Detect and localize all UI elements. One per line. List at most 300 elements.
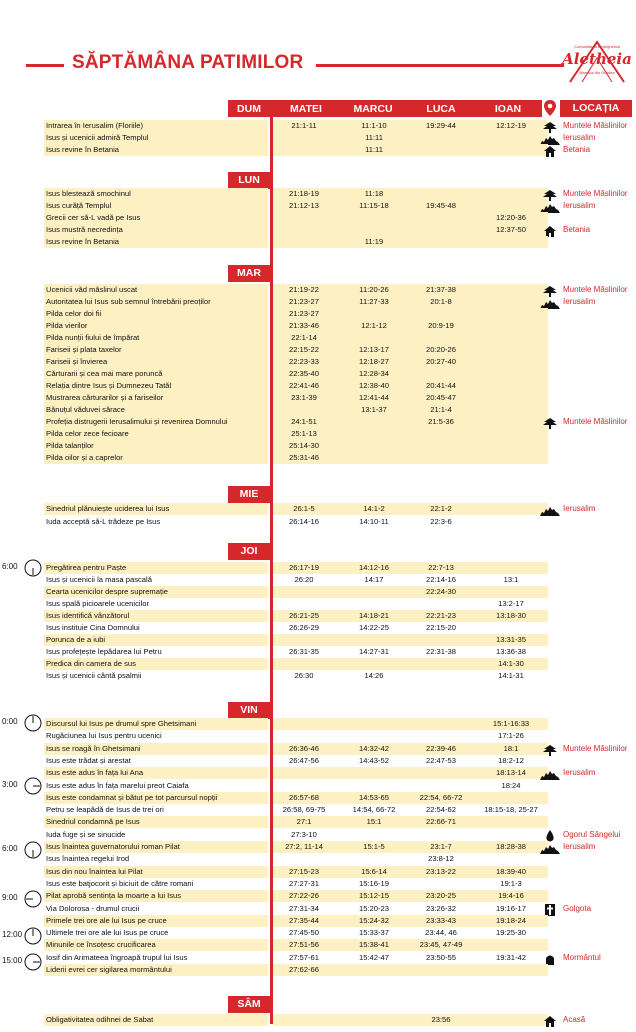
day-label-vin: VIN [228,702,270,719]
ref-matei: 27:35-44 [289,915,319,925]
ref-marcu: 15:6-14 [361,866,387,876]
event-row [44,915,636,927]
event-name: Isus este batjocorit și biciuit de către romani [46,878,194,888]
ref-ioan: 12:37-50 [496,225,526,234]
event-name: Isus și ucenicii la masa pascală [46,575,152,584]
ref-matei [270,586,338,598]
city-icon [540,503,560,515]
ref-luca [407,188,475,200]
event-name: Bănuțul văduvei sărace [44,404,268,416]
clock-icon [24,558,42,578]
ref-luca [407,634,475,646]
header-luca: LUCA [426,103,456,115]
event-row [44,416,636,428]
event-name: Relația dintre Isus și Dumnezeu Tatăl [44,380,268,392]
ref-matei: 27:31-34 [289,903,319,913]
logo-bottom-text: Biserica din Oradea [579,70,615,75]
ref-luca: 20:1-8 [430,297,452,306]
ref-matei: 25:31-46 [289,453,319,462]
ref-luca: 22:66-71 [426,817,456,827]
ref-matei: 26:21-25 [289,611,319,620]
ref-marcu: 15:12-15 [359,891,389,901]
ref-ioan: 19:1-3 [500,878,522,888]
ref-ioan: 18:2-12 [498,755,524,765]
ref-matei: 27:57-61 [289,952,319,962]
event-row [44,927,636,939]
event-name: Isus mustră necredința [44,224,268,236]
event-row [44,878,636,890]
time-marker [0,776,44,796]
event-row [44,767,636,779]
house-icon-svg [540,145,560,157]
ref-luca: 22:14-16 [426,575,456,584]
event-row [44,404,636,416]
ref-matei: 27:45-50 [289,928,319,938]
event-name: Pilda vierilor [44,320,268,332]
ref-marcu: 14:32-42 [359,743,389,753]
ref-marcu: 15:33-37 [359,928,389,938]
event-name: Pilda oilor și a caprelor [44,452,268,464]
ref-marcu: 14:17 [364,575,384,584]
ref-luca [407,368,475,380]
ref-ioan [474,332,548,344]
ref-luca [407,598,475,610]
ref-ioan [474,356,548,368]
event-row [44,132,636,144]
ref-marcu [340,730,408,742]
ref-matei: 22:23-33 [289,357,319,366]
ref-ioan [474,344,548,356]
ref-ioan: 15:1-16:33 [492,719,530,728]
location-label: Acasă [563,1015,586,1024]
tomb-icon [540,952,560,964]
ref-marcu: 11:18 [364,189,384,198]
location-label: Betania [563,145,591,154]
ref-matei: 21:23-27 [289,309,319,318]
ref-ioan: 17:1-26 [498,731,524,741]
event-row [44,188,636,200]
ref-marcu: 14:1-2 [363,504,385,513]
ref-ioan [474,284,548,296]
time-marker [0,558,44,578]
tomb-icon-svg [540,953,560,965]
event-name: Isus este adus în fața marelui preot Caiafa [46,780,189,790]
ref-ioan: 14:1-30 [498,659,524,668]
time-label: 9:00 [2,893,18,902]
event-name: Minunile ce însoțesc crucificarea [44,939,268,951]
event-row [44,792,636,804]
event-row [44,853,636,865]
clock-icon [24,840,42,860]
ref-ioan: 13:2-17 [498,599,524,608]
ref-luca [407,829,475,841]
ref-luca: 23:8-12 [428,854,454,864]
ref-marcu: 13:1-37 [361,405,387,414]
ref-ioan: 19:25-30 [496,928,526,938]
ref-marcu [340,634,408,646]
event-name: Porunca de a iubi [44,634,268,646]
ref-marcu: 11:27-33 [359,297,389,306]
ref-luca: 23:45, 47-49 [419,940,463,950]
ref-luca: 19:45-48 [426,201,456,210]
city-icon [540,767,560,779]
event-row [44,236,636,248]
event-name: Isus din nou înaintea lui Pilat [44,866,268,878]
event-name: Iuda fuge și se sinucide [46,829,126,839]
time-marker [0,840,44,860]
ref-matei [270,224,338,236]
event-row [44,816,636,828]
ref-matei [270,1014,338,1026]
day-label-lun: LUN [228,172,270,189]
ref-matei: 22:35-40 [289,369,319,378]
event-row [44,368,636,380]
header-matei: MATEI [290,103,322,115]
location-label: Golgota [563,903,592,913]
ref-matei [270,212,338,224]
event-name: Iosif din Arimateea îngroapă trupul lui Isus [46,952,188,962]
ref-marcu: 14:10-11 [359,517,389,526]
ref-matei [270,598,338,610]
ref-matei: 27:62-66 [289,965,319,974]
location-label: Betania [563,225,591,234]
ref-luca: 22:47-53 [426,755,456,765]
clock-icon [24,952,42,972]
ref-ioan: 13:31-35 [496,635,526,644]
ref-luca: 23:26-32 [426,903,456,913]
event-name: Discursul lui Isus pe drumul spre Ghetsimani [44,718,268,730]
city-icon-svg [540,504,560,516]
ref-marcu: 14:27-31 [359,647,389,656]
event-name: Isus profețește lepădarea lui Petru [46,647,162,656]
ref-matei: 26:47-56 [289,755,319,765]
location-label: Muntele Măslinilor [563,189,628,198]
ref-ioan [474,416,548,428]
event-name: Isus spală picioarele ucenicilor [46,599,149,608]
event-row [44,964,636,976]
ref-ioan [474,380,548,392]
event-name: Pilda celor doi fii [44,308,268,320]
event-name: Petru se leapădă de Isus de trei ori [46,805,164,815]
ref-matei: 23:1-39 [291,393,317,402]
ref-luca: 22:3-6 [430,517,452,526]
location-label: Muntele Măslinilor [563,121,628,130]
ref-marcu: 12:38-40 [359,381,389,390]
event-name: Isus curăță Templul [44,200,268,212]
event-name: Predica din camera de sus [44,658,268,670]
event-row [44,144,636,156]
event-row [44,586,636,598]
header-marcu: MARCU [353,103,393,115]
ref-luca: 22:39-46 [426,743,456,753]
ref-marcu [340,853,408,865]
ref-ioan: 18:13-14 [496,768,526,778]
ref-matei: 26:20 [294,575,314,584]
ref-luca: 23:50-55 [426,952,456,962]
ref-ioan [474,516,548,528]
ref-marcu [340,658,408,670]
ref-matei: 21:19-22 [289,285,319,294]
ref-luca: 23:44, 46 [425,928,457,938]
location-label: Ierusalim [563,201,596,210]
ref-luca: 20:45-47 [426,393,456,402]
ref-luca [407,144,475,156]
ref-matei: 27:22-26 [289,891,319,901]
event-row [44,841,636,853]
cross-icon [540,903,560,915]
time-marker [0,952,44,972]
clock-icon [24,889,42,909]
ref-ioan [474,132,548,144]
ref-matei: 27:3-10 [291,829,317,839]
house-icon-svg [540,1015,560,1027]
ref-matei [270,634,338,646]
ref-marcu: 12:1-12 [361,321,387,330]
page-title: SĂPTĂMÂNA PATIMILOR [72,52,304,73]
city-icon-svg [540,768,560,780]
ref-ioan: 19:31-42 [496,952,526,962]
ref-marcu [340,212,408,224]
ref-luca: 22:15-20 [426,623,456,632]
event-name: Profeția distrugerii Ierusalimului și revenirea Domnului [44,416,268,428]
ref-matei: 27:2, 11-14 [285,842,323,851]
event-row [44,200,636,212]
ref-luca [407,767,475,779]
ref-luca: 21:1-4 [430,405,452,414]
ref-matei: 26:17-19 [289,563,319,572]
ref-luca [407,780,475,792]
ref-luca: 22:21-23 [426,611,456,620]
ref-marcu: 11:19 [364,237,384,246]
event-name: Pilda talanților [44,440,268,452]
tree-icon-svg [540,744,560,756]
ref-luca [407,212,475,224]
ref-marcu: 15:24-32 [359,915,389,925]
day-label-sam: SÂM [228,996,270,1013]
location-label: Muntele Măslinilor [563,285,628,294]
ref-ioan: 19:18-24 [496,915,526,925]
event-name: Liderii evrei cer sigilarea mormântului [44,964,268,976]
ref-ioan: 18:24 [501,780,521,790]
ref-marcu: 11:15-18 [359,201,389,210]
ref-matei: 22:15-22 [289,345,319,354]
ref-luca [407,236,475,248]
house-icon [540,224,560,236]
ref-marcu: 11:11 [365,145,383,154]
event-row [44,598,636,610]
event-row [44,890,636,902]
event-row [44,730,636,742]
event-name: Isus și ucenicii cântă psalmii [46,671,142,680]
ref-ioan: 12:12-19 [496,121,526,130]
ref-ioan [474,586,548,598]
ref-matei: 22:41-46 [289,381,319,390]
ref-luca: 22:31-38 [426,647,456,656]
ref-marcu: 15:1-5 [363,842,385,851]
ref-marcu [340,964,408,976]
ref-luca: 22:54-62 [426,805,456,815]
ref-marcu [340,829,408,841]
ref-marcu: 11:11 [365,133,383,142]
ref-matei [270,144,338,156]
ref-matei: 25:1-13 [291,429,317,438]
ref-ioan [474,296,548,308]
event-row [44,952,636,964]
ref-matei: 26:26-29 [289,623,319,632]
ref-luca [407,440,475,452]
ref-luca: 20:20-26 [426,345,456,354]
ref-marcu: 12:41-44 [359,393,389,402]
event-name: Ucenicii văd măslinul uscat [44,284,268,296]
tree-icon [540,284,560,296]
ref-luca: 22:24-30 [426,587,456,596]
drop-icon [540,829,560,841]
house-icon [540,144,560,156]
ref-matei: 26:30 [294,671,314,680]
time-label: 12:00 [2,930,23,939]
event-name: Iuda acceptă să-L trădeze pe Isus [46,517,161,526]
ref-marcu: 14:53-65 [359,792,389,802]
ref-marcu [340,440,408,452]
event-row [44,308,636,320]
ref-matei [270,236,338,248]
ref-luca [407,878,475,890]
event-row [44,610,636,622]
event-row [44,634,636,646]
event-row [44,574,636,586]
ref-matei: 21:23-27 [289,297,319,306]
event-name: Isus înaintea guvernatorului roman Pilat [44,841,268,853]
house-icon [540,1014,560,1026]
ref-ioan [474,392,548,404]
ref-ioan [474,816,548,828]
ref-matei: 27:51-56 [289,940,319,950]
ref-marcu: 12:28-34 [359,369,389,378]
header-ioan: IOAN [494,103,522,115]
title-rule-left [26,64,64,67]
event-row [44,380,636,392]
event-row [44,224,636,236]
event-row [44,829,636,841]
location-label: Muntele Măslinilor [563,743,628,753]
event-row [44,622,636,634]
event-row [44,670,636,682]
logo-top-text: Comunitatea Evanghelică [574,44,620,49]
ref-ioan [474,368,548,380]
ref-luca: 21:37-38 [426,285,456,294]
location-label: Ierusalim [563,504,596,513]
event-name: Isus identifică vânzătorul [44,610,268,622]
ref-ioan [474,1014,548,1026]
title-area [0,0,636,90]
ref-luca: 22:54, 66-72 [419,792,463,802]
event-row [44,866,636,878]
event-row [44,428,636,440]
event-row [44,516,636,528]
ref-luca [407,670,475,682]
city-icon [540,200,560,212]
ref-matei [270,718,338,730]
cross-icon-svg [540,904,560,916]
ref-ioan: 18:1 [503,743,519,753]
ref-marcu: 15:20-23 [359,903,389,913]
tree-icon [540,120,560,132]
ref-luca: 23:1-7 [430,842,452,851]
time-marker [0,713,44,733]
event-name: Fariseii și plata taxelor [44,344,268,356]
header-day-dum: DUM [237,103,261,115]
ref-marcu: 14:26 [364,671,384,680]
event-name: Sinedriul plănuiește uciderea lui Isus [44,503,268,515]
ref-ioan: 19:4-16 [498,891,524,901]
ref-matei: 21:1-11 [291,121,317,130]
ref-luca: 23:56 [431,1015,451,1024]
ref-matei [270,767,338,779]
ref-ioan [474,236,548,248]
ref-luca: 19:29-44 [426,121,456,130]
ref-ioan [474,440,548,452]
ref-luca [407,332,475,344]
ref-luca: 23:33-43 [426,915,456,925]
ref-matei: 27:15-23 [289,866,319,876]
event-name: Primele trei ore ale lui Isus pe cruce [44,915,268,927]
event-name: Mustrarea cărturarilor și a fariseilor [44,392,268,404]
day-label-joi: JOI [228,543,270,560]
ref-luca [407,964,475,976]
ref-matei: 24:1-51 [291,417,317,426]
header-location: LOCAȚIA [560,100,632,117]
location-label: Ierusalim [563,768,596,778]
city-icon [540,132,560,144]
clock-icon [24,776,42,796]
event-row [44,356,636,368]
ref-ioan [474,939,548,951]
ref-luca [407,658,475,670]
ref-matei: 26:1-5 [293,504,315,513]
aletheia-logo [562,38,632,90]
clock-icon [24,713,42,733]
ref-matei: 25:14-30 [289,441,319,450]
ref-ioan [474,792,548,804]
ref-matei: 22:1-14 [291,333,317,342]
ref-marcu: 15:38-41 [359,940,389,950]
ref-marcu [340,780,408,792]
ref-marcu: 12:18-27 [359,357,389,366]
event-row [44,212,636,224]
ref-luca: 23:20-25 [426,891,456,901]
ref-luca [407,718,475,730]
ref-matei: 26:31-35 [289,647,319,656]
event-row [44,743,636,755]
event-row [44,780,636,792]
location-label: Muntele Măslinilor [563,417,628,426]
event-row [44,903,636,915]
event-row [44,296,636,308]
ref-ioan [474,622,548,634]
ref-marcu [340,224,408,236]
ref-ioan [474,320,548,332]
ref-marcu: 15:16-19 [359,878,389,888]
event-name: Grecii cer să-L vadă pe Isus [44,212,268,224]
event-row [44,344,636,356]
ref-marcu: 11:1-10 [361,121,387,130]
location-label: Ierusalim [563,133,596,142]
tree-icon [540,188,560,200]
event-name: Fariseii și învierea [44,356,268,368]
ref-luca: 21:5-36 [428,417,454,426]
time-marker [0,926,44,946]
event-name: Pilda nunții fiului de împărat [44,332,268,344]
